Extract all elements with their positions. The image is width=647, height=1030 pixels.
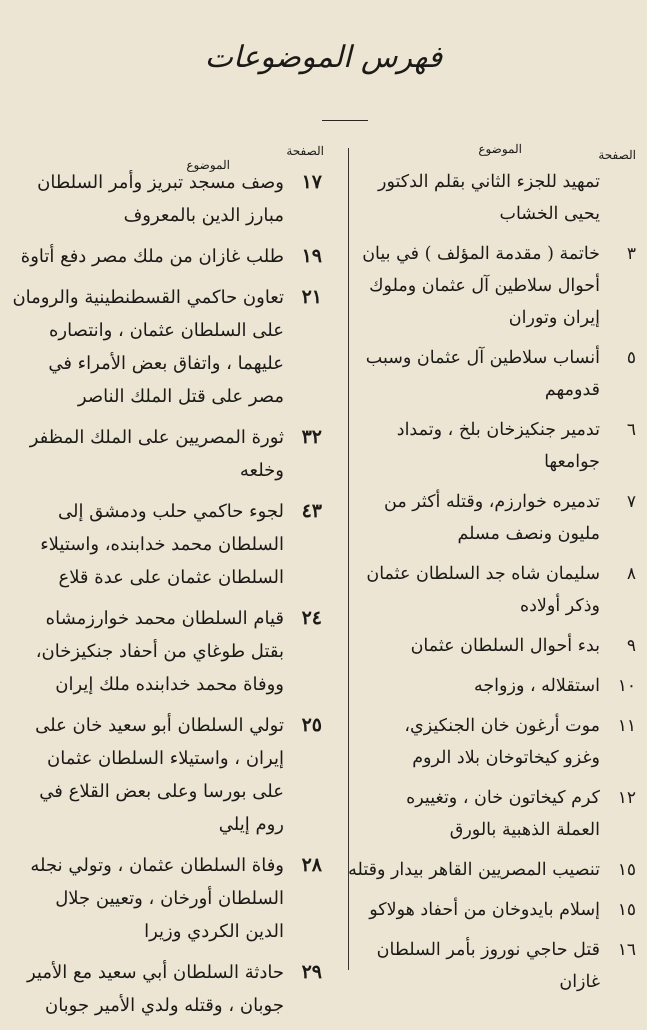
- entry-text-line: إيران ، واستيلاء السلطان عثمان: [47, 748, 284, 769]
- entry-text-line: وصف مسجد تبريز وأمر السلطان: [37, 172, 284, 193]
- index-entry: [348, 854, 640, 886]
- entry-text-line: السلطان عثمان على عدة قلاع: [58, 567, 284, 588]
- entry-text-line: وغزو كيخاتوخان بلاد الروم: [412, 748, 600, 768]
- entry-text-line: وخلعه: [239, 460, 284, 481]
- entry-page-number: ٩: [626, 636, 636, 656]
- subject-header: الموضوع: [478, 142, 522, 156]
- entry-text-line: على بورسا وعلى بعض القلاع في: [39, 781, 284, 802]
- left-column-header: [10, 140, 340, 172]
- index-entry: [10, 421, 340, 487]
- entry-page-number: ٤٣: [301, 500, 322, 522]
- index-entry: [360, 342, 640, 406]
- entry-text-line: قدومهم: [544, 380, 600, 400]
- entry-text-line: طلب غازان من ملك مصر دفع أتاوة: [20, 246, 284, 267]
- entry-page-number: ٨: [626, 564, 636, 584]
- entry-text-line: وفاة السلطان عثمان ، وتولي نجله: [30, 855, 284, 876]
- page-header: الصفحة: [598, 148, 636, 162]
- index-entry: [10, 849, 340, 948]
- entry-text-line: موت أرغون خان الجنكيزي،: [404, 716, 600, 736]
- entry-text-line: كرم كيخاتون خان ، وتغييره: [406, 788, 600, 808]
- index-entry: [360, 630, 640, 662]
- entry-text-line: العملة الذهبية بالورق: [449, 820, 600, 840]
- subject-header: الموضوع: [186, 158, 230, 172]
- page-title: فهرس الموضوعات: [204, 40, 443, 75]
- index-entry: [360, 670, 640, 702]
- index-entry: [10, 956, 340, 1022]
- entry-page-number: ١٢: [617, 788, 636, 808]
- entry-page-number: ٣: [626, 244, 636, 264]
- entry-text-line: غازان: [559, 972, 600, 992]
- index-entry: [360, 710, 640, 774]
- entry-text-line: تمهيد للجزء الثاني بقلم الدكتور: [378, 172, 600, 192]
- entry-page-number: ٦: [626, 420, 636, 440]
- entry-text-line: السلطان أورخان ، وتعيين جلال: [55, 888, 284, 909]
- entry-page-number: ٥: [626, 348, 636, 368]
- entry-page-number: ٢٥: [301, 714, 322, 736]
- entry-text-line: خاتمة ( مقدمة المؤلف ) في بيان: [362, 244, 600, 264]
- entry-text-line: ووفاة محمد خدابنده ملك إيران: [55, 674, 284, 695]
- index-entry: [10, 281, 340, 413]
- entry-text-line: سليمان شاه جد السلطان عثمان: [366, 564, 600, 584]
- entry-text-line: تدمير جنكيزخان بلخ ، وتمداد: [396, 420, 600, 440]
- index-entry: [360, 934, 640, 998]
- index-entry: [10, 240, 340, 273]
- entry-text-line: قتل حاجي نوروز بأمر السلطان: [376, 940, 600, 960]
- index-entry: [360, 782, 640, 846]
- left-entries: [10, 166, 340, 1022]
- entry-page-number: ١٥: [617, 900, 636, 920]
- entry-page-number: ٧: [626, 492, 636, 512]
- entry-page-number: ٣٢: [301, 426, 322, 448]
- entry-page-number: ١٥: [617, 860, 636, 880]
- entry-text-line: الدين الكردي وزيرا: [144, 921, 284, 942]
- index-entry: [10, 495, 340, 594]
- entry-text-line: يحيى الخشاب: [499, 204, 600, 224]
- entry-text-line: قيام السلطان محمد خوارزمشاه: [45, 608, 284, 629]
- entry-page-number: ١٧: [301, 171, 322, 193]
- entry-page-number: ١٠: [617, 676, 636, 696]
- entry-text-line: بقتل طوغاي من أحفاد جنكيزخان،: [35, 641, 284, 662]
- entry-text-line: ثورة المصريين على الملك المظفر: [29, 427, 284, 448]
- index-entry: [10, 602, 340, 701]
- index-entry: [10, 709, 340, 841]
- entry-text-line: مليون ونصف مسلم: [457, 524, 600, 544]
- entry-page-number: ١٦: [617, 940, 636, 960]
- column-divider: [348, 148, 349, 970]
- entry-text-line: مصر على قتل الملك الناصر: [77, 386, 284, 407]
- entry-text-line: أحوال سلاطين آل عثمان وملوك: [369, 276, 600, 296]
- index-entry: [360, 238, 640, 334]
- entry-text-line: جوامعها: [544, 452, 600, 472]
- entry-text-line: إسلام بايدوخان من أحفاد هولاكو: [369, 900, 600, 920]
- entry-text-line: تولي السلطان أبو سعيد خان على: [35, 715, 284, 736]
- index-entry: [360, 166, 640, 230]
- entry-text-line: بدء أحوال السلطان عثمان: [410, 636, 600, 656]
- entry-page-number: ٢١: [301, 286, 322, 308]
- entry-text-line: حادثة السلطان أبي سعيد مع الأمير: [26, 962, 284, 983]
- entry-text-line: مبارز الدين بالمعروف: [123, 205, 284, 226]
- left-column: [10, 140, 340, 1030]
- entry-text-line: وذكر أولاده: [519, 596, 600, 616]
- right-entries: [348, 166, 640, 998]
- index-entry: [360, 414, 640, 478]
- entry-page-number: ١١: [617, 716, 636, 736]
- right-column: [348, 140, 640, 1006]
- entry-page-number: ١٩: [301, 245, 322, 267]
- entry-text-line: تدميره خوارزم، وقتله أكثر من: [384, 492, 600, 512]
- index-entry: [360, 486, 640, 550]
- entry-text-line: على السلطان عثمان ، وانتصاره: [48, 320, 284, 341]
- entry-text-line: إيران وتوران: [508, 308, 600, 328]
- entry-text-line: السلطان محمد خدابنده، واستيلاء: [40, 534, 284, 555]
- entry-text-line: استقلاله ، وزواجه: [473, 676, 600, 696]
- index-entry: [360, 894, 640, 926]
- entry-text-line: لجوء حاكمي حلب ودمشق إلى: [57, 501, 284, 522]
- entry-text-line: جوبان ، وقتله ولدي الأمير جوبان: [44, 995, 284, 1016]
- entry-text-line: أنساب سلاطين آل عثمان وسبب: [365, 348, 600, 368]
- index-entry: [10, 166, 340, 232]
- entry-text-line: روم إيلي: [218, 814, 284, 835]
- entry-text-line: تعاون حاكمي القسطنطينية والرومان: [12, 287, 284, 308]
- right-column-header: [360, 140, 640, 166]
- entry-page-number: ٢٤: [301, 607, 322, 629]
- entry-page-number: ٢٨: [301, 854, 322, 876]
- entry-text-line: عليهما ، واتفاق بعض الأمراء في: [48, 353, 284, 374]
- entry-text-line: تنصيب المصريين القاهر بيدار وقتله: [348, 860, 600, 880]
- entry-page-number: ٢٩: [301, 961, 322, 983]
- page-header: الصفحة: [286, 144, 324, 158]
- title-underline: [322, 120, 368, 121]
- index-entry: [360, 558, 640, 622]
